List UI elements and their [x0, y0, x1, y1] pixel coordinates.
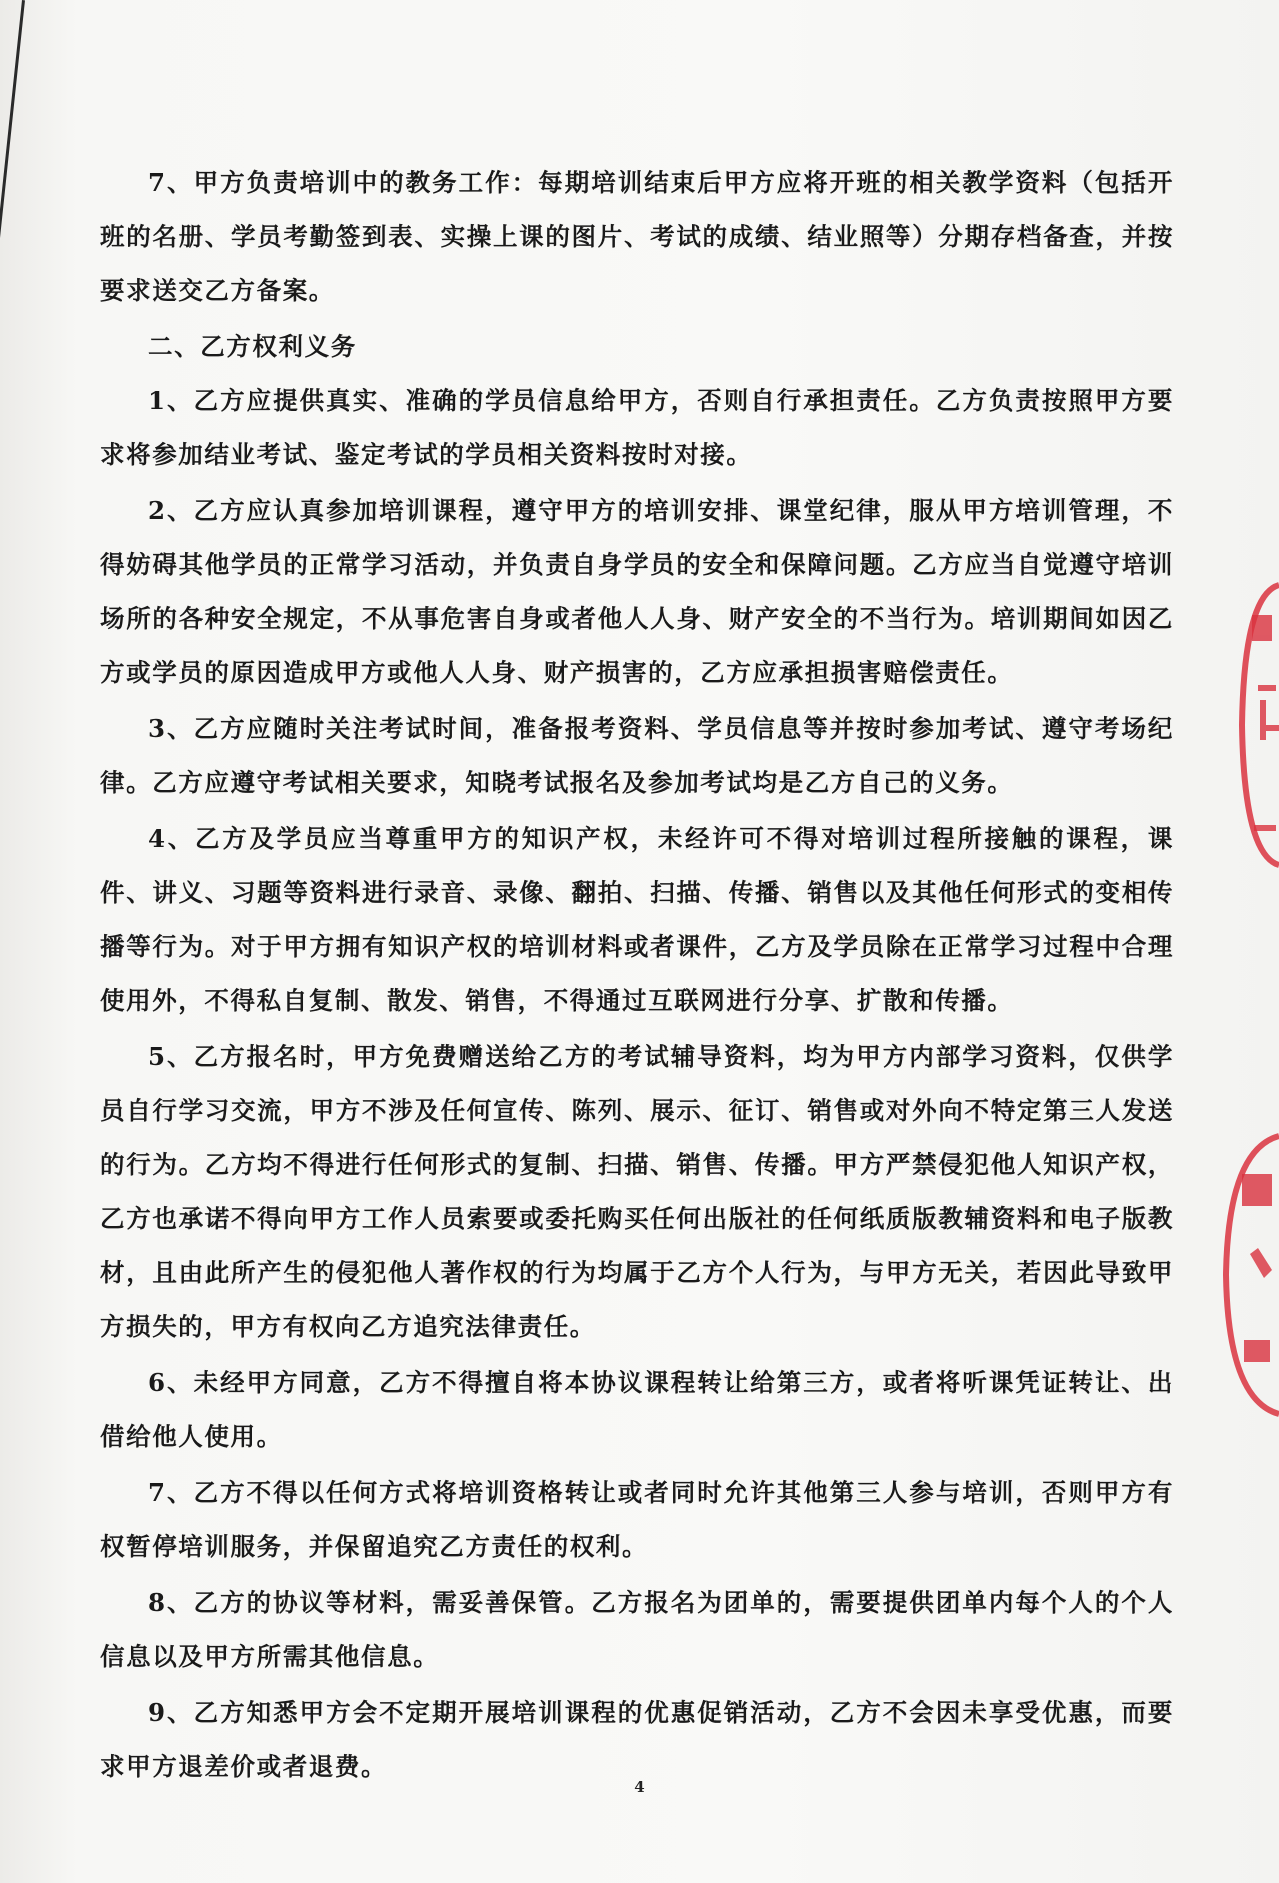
paragraph-party-b-item-5: 5、乙方报名时，甲方免费赠送给乙方的考试辅导资料，均为甲方内部学习资料，仅供学员自行学习交流，甲方不涉及任何宣传、陈列、展示、征订、销售或对外向不特定第三人发送的行为。乙方均不得进行任何形式的复制、扫描、销售、传播。甲方严禁侵犯他人知识产权，乙方也承诺不得向甲方工作人员索要或委托购买任何出版社的任何纸质版教辅资料和电子版教材，且由此所产生的侵犯他人著作权的行为均属于乙方个人行为，与甲方无关，若因此导致甲方损失的，甲方有权向乙方追究法律责任。 — [100, 1042, 1174, 1341]
paragraph-party-b-item-1: 1、乙方应提供真实、准确的学员信息给甲方，否则自行承担责任。乙方负责按照甲方要求将参加结业考试、鉴定考试的学员相关资料按时对接。 — [100, 386, 1174, 469]
paragraph-party-b-item-7: 7、乙方不得以任何方式将培训资格转让或者同时允许其他第三人参与培训，否则甲方有权暂停培训服务，并保留追究乙方责任的权利。 — [100, 1478, 1174, 1561]
page-edge-shadow — [0, 0, 25, 259]
paragraph-party-b-item-9: 9、乙方知悉甲方会不定期开展培训课程的优惠促销活动，乙方不会因未享受优惠，而要求甲方退差价或者退费。 — [100, 1698, 1174, 1781]
paragraph-party-b-item-8: 8、乙方的协议等材料，需妥善保管。乙方报名为团单的，需要提供团单内每个人的个人信息以及甲方所需其他信息。 — [100, 1588, 1174, 1671]
paragraph-party-b-item-2: 2、乙方应认真参加培训课程，遵守甲方的培训安排、课堂纪律，服从甲方培训管理，不得妨碍其他学员的正常学习活动，并负责自身学员的安全和保障问题。乙方应当自觉遵守培训场所的各种安全规定，不从事危害自身或者他人人身、财产安全的不当行为。培训期间如因乙方或学员的原因造成甲方或他人人身、财产损害的，乙方应承担损害赔偿责任。 — [100, 496, 1174, 687]
page-number: 4 — [634, 1778, 645, 1796]
paragraph-party-b-item-6: 6、未经甲方同意，乙方不得擅自将本协议课程转让给第三方，或者将听课凭证转让、出借给他人使用。 — [100, 1368, 1174, 1451]
seal-stamp-lower — [1222, 1130, 1279, 1420]
paragraph-party-a-item-7: 7、甲方负责培训中的教务工作：每期培训结束后甲方应将开班的相关教学资料（包括开班的名册、学员考勤签到表、实操上课的图片、考试的成绩、结业照等）分期存档备查，并按要求送交乙方备案。 — [100, 168, 1174, 305]
paragraph-party-b-item-3: 3、乙方应随时关注考试时间，准备报考资料、学员信息等并按时参加考试、遵守考场纪律。乙方应遵守考试相关要求，知晓考试报名及参加考试均是乙方自己的义务。 — [100, 714, 1174, 797]
seal-stamp-upper — [1236, 575, 1279, 875]
document-body — [100, 156, 1174, 1796]
section-heading-party-b: 二、乙方权利义务 — [148, 332, 357, 361]
paragraph-party-b-item-4: 4、乙方及学员应当尊重甲方的知识产权，未经许可不得对培训过程所接触的课程，课件、讲义、习题等资料进行录音、录像、翻拍、扫描、传播、销售以及其他任何形式的变相传播等行为。对于甲方拥有知识产权的培训材料或者课件，乙方及学员除在正常学习过程中合理使用外，不得私自复制、散发、销售，不得通过互联网进行分享、扩散和传播。 — [100, 824, 1174, 1015]
